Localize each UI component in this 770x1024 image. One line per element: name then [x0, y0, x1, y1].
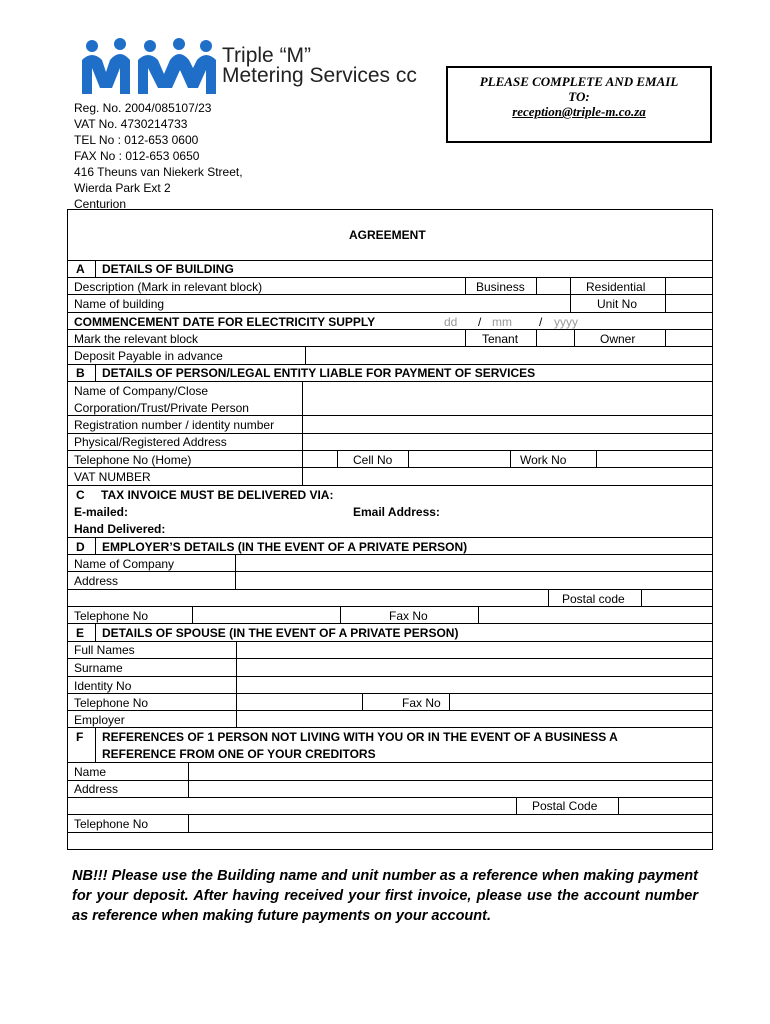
date-dd-placeholder[interactable]: dd	[444, 315, 458, 329]
spouse-employer-label: Employer	[74, 713, 125, 727]
employer-address-input[interactable]	[236, 572, 712, 588]
spouse-fax-label: Fax No	[402, 696, 441, 710]
telephone-home-label: Telephone No (Home)	[74, 453, 192, 467]
reference-address-input[interactable]	[189, 781, 712, 796]
reference-telephone-input[interactable]	[189, 815, 712, 831]
owner-checkbox[interactable]	[666, 330, 712, 345]
company-name	[222, 46, 417, 86]
employer-address-label: Address	[74, 574, 119, 588]
spouse-telephone-label: Telephone No	[74, 696, 149, 710]
address-line1: 416 Theuns van Niekerk Street,	[74, 165, 243, 179]
spouse-identity-label: Identity No	[74, 679, 132, 693]
reg-no: Reg. No. 2004/085107/23	[74, 101, 212, 115]
section-e-heading: DETAILS OF SPOUSE (IN THE EVENT OF A PRIVATE PERSON)	[102, 626, 459, 640]
residential-checkbox[interactable]	[666, 278, 712, 293]
cell-no-label: Cell No	[353, 453, 393, 467]
reference-postal-label: Postal Code	[532, 799, 598, 813]
vat-number-input[interactable]	[303, 468, 712, 484]
address-line3: Centurion	[74, 197, 127, 211]
spouse-employer-input[interactable]	[237, 711, 712, 726]
name-company-label-1: Name of Company/Close	[74, 384, 209, 398]
mark-block-label: Mark the relevant block	[74, 332, 199, 346]
section-c-letter: C	[76, 488, 85, 502]
employer-name-label: Name of Company	[74, 557, 175, 571]
company-name-line2: Metering Services cc	[222, 64, 417, 87]
employer-telephone-label: Telephone No	[74, 609, 149, 623]
spouse-surname-label: Surname	[74, 661, 123, 675]
section-b-heading: DETAILS OF PERSON/LEGAL ENTITY LIABLE FOR PAYMENT OF SERVICES	[102, 366, 536, 380]
employer-fax-label: Fax No	[389, 609, 428, 623]
section-f-heading-2: REFERENCE FROM ONE OF YOUR CREDITORS	[102, 747, 376, 761]
unit-no-input[interactable]	[666, 295, 712, 311]
spouse-full-names-input[interactable]	[237, 642, 712, 657]
vat-number-label: VAT NUMBER	[74, 470, 151, 484]
unit-no-label: Unit No	[597, 297, 638, 311]
commencement-label: COMMENCEMENT DATE FOR ELECTRICITY SUPPLY	[74, 315, 376, 329]
section-a-letter: A	[76, 262, 85, 276]
section-e-letter: E	[76, 626, 85, 640]
email-address-label: Email Address:	[353, 505, 440, 519]
tenant-label: Tenant	[482, 332, 519, 346]
work-no-input[interactable]	[597, 451, 712, 466]
physical-address-input[interactable]	[303, 434, 712, 449]
fax-no: FAX No : 012-653 0650	[74, 149, 200, 163]
employer-postal-label: Postal code	[562, 592, 625, 606]
emailed-label: E-mailed:	[74, 505, 129, 519]
reception-email-link[interactable]: reception@triple-m.co.za	[512, 104, 646, 119]
date-yyyy-placeholder[interactable]: yyyy	[554, 315, 578, 329]
date-mm-placeholder[interactable]: mm	[492, 315, 512, 329]
callout-line1: PLEASE COMPLETE AND EMAIL	[479, 74, 679, 89]
employer-fax-input[interactable]	[479, 607, 712, 622]
spouse-fax-input[interactable]	[450, 694, 712, 709]
mmm-logo-icon	[78, 38, 218, 96]
section-f-heading-1: REFERENCES OF 1 PERSON NOT LIVING WITH YOU OR IN THE EVENT OF A BUSINESS A	[102, 730, 618, 744]
reference-name-input[interactable]	[189, 763, 712, 779]
payment-reference-note: NB!!! Please use the Building name and unit number as a reference when making payment for your deposit. After having received your first invoice, please use the account number as reference when making future payments on your account.	[72, 868, 698, 924]
reference-telephone-label: Telephone No	[74, 817, 149, 831]
registration-input[interactable]	[303, 416, 712, 432]
employer-postal-input[interactable]	[642, 590, 712, 605]
name-company-input[interactable]	[303, 382, 712, 414]
address-line2: Wierda Park Ext 2	[74, 181, 171, 195]
deposit-label: Deposit Payable in advance	[74, 349, 223, 363]
company-name-line1: Triple “M”	[222, 44, 312, 67]
spouse-full-names-label: Full Names	[74, 643, 135, 657]
business-label: Business	[476, 280, 525, 294]
registration-label: Registration number / identity number	[74, 418, 275, 432]
physical-address-label: Physical/Registered Address	[74, 435, 227, 449]
form-title: AGREEMENT	[349, 228, 426, 242]
name-of-building-input[interactable]	[170, 295, 568, 311]
tenant-checkbox[interactable]	[537, 330, 573, 345]
cell-no-input[interactable]	[409, 451, 509, 466]
deposit-input[interactable]	[306, 347, 712, 363]
employer-name-input[interactable]	[236, 555, 712, 570]
name-of-building-label: Name of building	[74, 297, 165, 311]
date-slash-2: /	[539, 315, 543, 329]
reference-postal-input[interactable]	[619, 798, 712, 813]
name-company-label-2: Corporation/Trust/Private Person	[74, 401, 249, 415]
callout-line2: TO:	[568, 89, 590, 104]
spouse-identity-input[interactable]	[237, 677, 712, 692]
work-no-label: Work No	[520, 453, 567, 467]
company-details	[74, 100, 243, 212]
business-checkbox[interactable]	[537, 278, 569, 293]
vat-no: VAT No. 4730214733	[74, 117, 188, 131]
section-d-heading: EMPLOYER’S DETAILS (IN THE EVENT OF A PRIVATE PERSON)	[102, 540, 468, 554]
residential-label: Residential	[586, 280, 646, 294]
section-c-heading: TAX INVOICE MUST BE DELIVERED VIA:	[101, 488, 334, 502]
email-instruction-box	[446, 66, 712, 143]
section-b-letter: B	[76, 366, 85, 380]
spouse-telephone-input[interactable]	[237, 694, 361, 709]
date-slash-1: /	[478, 315, 482, 329]
reference-name-label: Name	[74, 765, 107, 779]
spouse-surname-input[interactable]	[237, 659, 712, 675]
tel-no: TEL No : 012-653 0600	[74, 133, 199, 147]
section-f-letter: F	[76, 730, 84, 744]
hand-delivered-label: Hand Delivered:	[74, 522, 166, 536]
section-d-letter: D	[76, 540, 85, 554]
section-a-heading: DETAILS OF BUILDING	[102, 262, 234, 276]
description-label: Description (Mark in relevant block)	[74, 280, 263, 294]
owner-label: Owner	[600, 332, 636, 346]
employer-telephone-input[interactable]	[193, 607, 339, 622]
reference-address-label: Address	[74, 782, 119, 796]
